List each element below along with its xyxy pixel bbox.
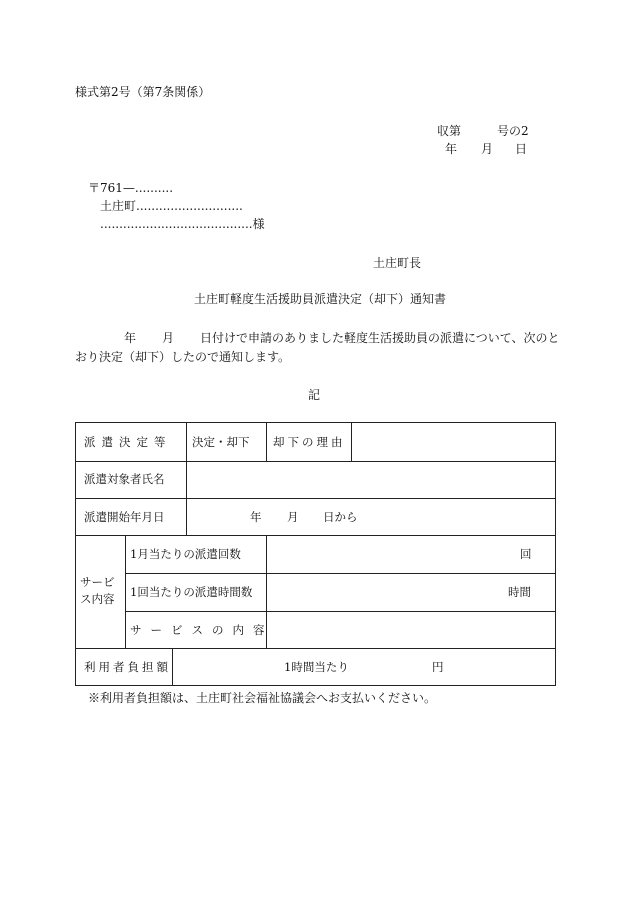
col-divider [186, 423, 187, 461]
row-divider [76, 461, 555, 462]
address-dots: ............................ [136, 199, 243, 213]
postal-line [88, 181, 173, 195]
label-monthly-visits: 1月当たりの派遣回数 [130, 547, 241, 561]
start-from: 日から [323, 510, 358, 524]
body-line-2: おり決定（却下）したので通知します。 [75, 350, 291, 364]
recipient-honorific: 様 [252, 217, 265, 231]
col-divider [266, 423, 267, 461]
payment-note: ※利用者負担額は、土庄町社会福祉協議会へお支払いください。 [88, 691, 437, 705]
row-divider [125, 573, 555, 574]
body-line1-rest: 日付けで申請のありました軽度生活援助員の派遣について、次のと [200, 331, 560, 345]
receipt-suffix: 号の2 [497, 124, 529, 138]
body-line-1 [124, 331, 560, 345]
date-month: 月 [481, 142, 494, 156]
label-dispatch-decision: 派遣決定等 [84, 435, 172, 449]
postal-dots: .......... [134, 181, 174, 195]
receipt-prefix: 収第 [437, 124, 462, 138]
unit-times: 回 [520, 547, 532, 561]
label-service-content: サービスの内容 [130, 623, 274, 637]
form-number: 様式第2号（第7条関係） [75, 85, 211, 99]
col-divider [172, 648, 173, 685]
body-year: 年 [124, 331, 137, 345]
col-divider [125, 535, 126, 648]
label-recipient-name: 派遣対象者氏名 [84, 472, 165, 486]
row-divider [125, 611, 555, 612]
label-rejection-reason: 却下の理由 [273, 435, 346, 449]
decision-or-rejection: 決定・却下 [192, 435, 250, 449]
label-hours-per-visit: 1回当たりの派遣時間数 [130, 585, 253, 599]
unit-hours: 時間 [508, 585, 531, 599]
postal-code: 〒761— [88, 181, 135, 195]
document-title: 土庄町軽度生活援助員派遣決定（却下）通知書 [194, 292, 447, 306]
start-year: 年 [250, 510, 262, 524]
unit-yen: 円 [432, 660, 444, 674]
start-month: 月 [287, 510, 299, 524]
col-divider [351, 423, 352, 461]
row-divider [76, 648, 555, 649]
date-day: 日 [515, 142, 528, 156]
col-divider [186, 461, 187, 536]
row-divider [76, 535, 555, 536]
address-line [100, 199, 243, 213]
date-year: 年 [445, 142, 458, 156]
sender-name: 土庄町長 [373, 256, 422, 270]
row-divider [76, 498, 555, 499]
label-start-date: 派遣開始年月日 [84, 510, 165, 524]
per-hour: 1時間当たり [284, 660, 349, 674]
label-service-2: ス内容 [80, 592, 115, 606]
recipient-dots: ........................................ [100, 217, 253, 231]
label-user-charge: 利用者負担額 [84, 660, 171, 674]
decision-table [75, 422, 556, 686]
body-month: 月 [162, 331, 175, 345]
address-town: 土庄町 [100, 199, 137, 213]
ki-mark: 記 [308, 388, 321, 402]
recipient-line [100, 217, 265, 231]
label-service-1: サービ [80, 575, 115, 589]
